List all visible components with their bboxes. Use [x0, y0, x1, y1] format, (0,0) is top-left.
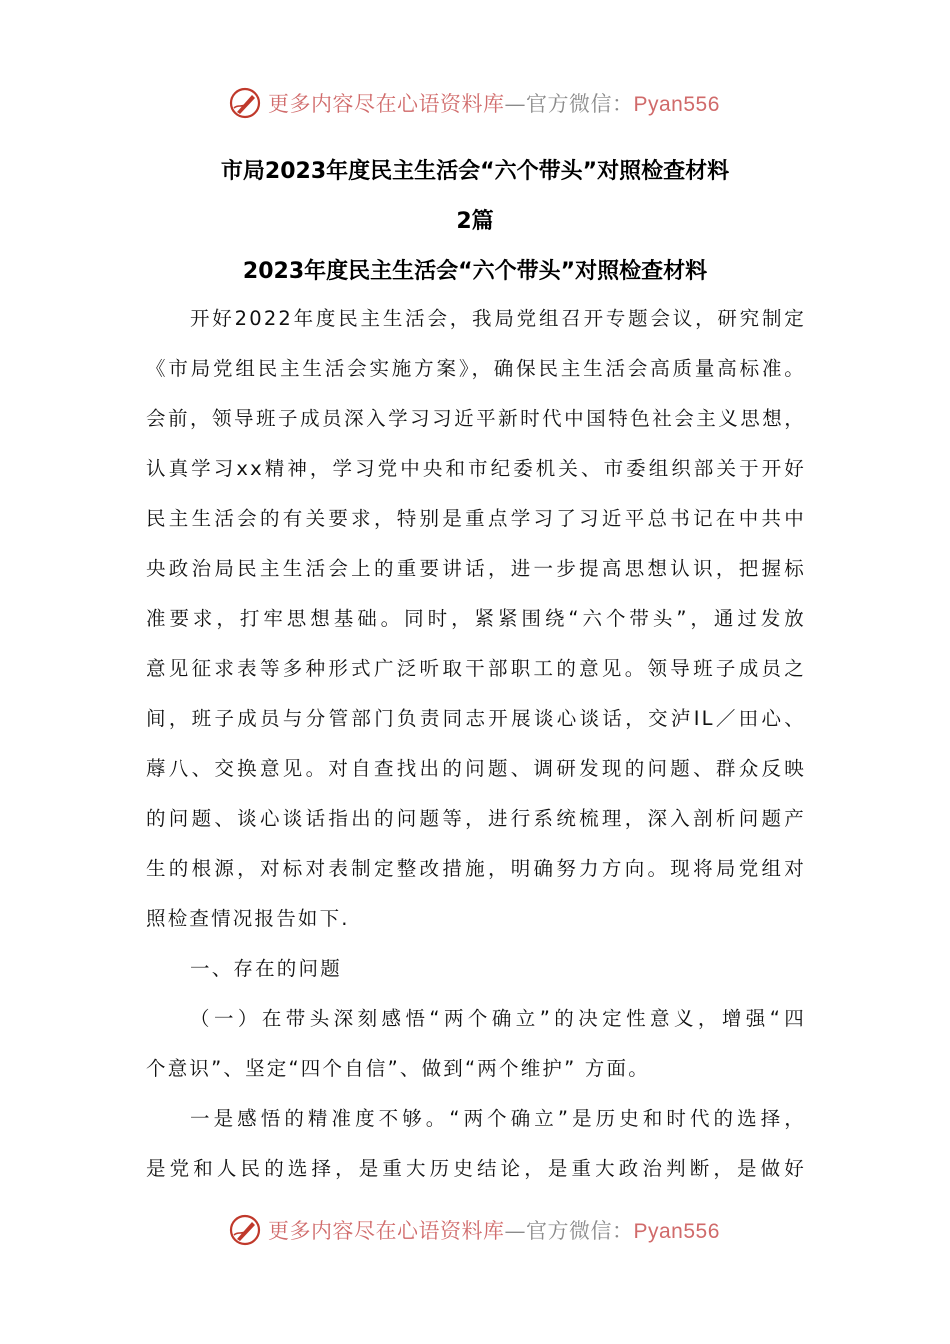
watermark-dash: —	[504, 1219, 526, 1243]
watermark-wechat-id: Pyan556	[633, 1220, 720, 1243]
pen-logo-icon	[228, 86, 262, 120]
body-line: 间，班子成员与分管部门负责同志开展谈心谈话，交泸IL／田心、	[146, 707, 806, 730]
document-title-line1: 市局2023年度民主生活会“六个带头”对照检查材料	[220, 159, 730, 184]
body-line: 是党和人民的选择，是重大历史结论，是重大政治判断，是做好	[146, 1157, 806, 1180]
body-line: 的问题、谈心谈话指出的问题等，进行系统梳理，深入剖析问题产	[146, 807, 806, 830]
watermark-banner-top	[228, 83, 748, 123]
body-line: 准要求，打牢思想基础。同时，紧紧围绕“六个带头”，通过发放	[146, 607, 806, 630]
body-line: 《市局党组民主生活会实施方案》，确保民主生活会高质量高标准。	[146, 357, 806, 380]
body-line: 蓐八、交换意见。对自查找出的问题、调研发现的问题、群众反映	[146, 757, 806, 780]
watermark-official: 官方微信：	[526, 92, 634, 116]
body-line: 央政治局民主生活会上的重要讲话，进一步提高思想认识，把握标	[146, 557, 806, 580]
watermark-text	[268, 88, 720, 118]
body-line: 认真学习xx精神，学习党中央和市纪委机关、市委组织部关于开好	[146, 457, 806, 480]
body-line: 民主生活会的有关要求，特别是重点学习了习近平总书记在中共中	[146, 507, 806, 530]
pen-logo-icon	[228, 1213, 262, 1247]
body-line: 会前，领导班子成员深入学习习近平新时代中国特色社会主义思想，	[146, 407, 806, 430]
document-title-line2: 2篇	[456, 209, 494, 234]
watermark-dash: —	[504, 92, 526, 116]
body-line: 生的根源，对标对表制定整改措施，明确努力方向。现将局党组对	[146, 857, 806, 880]
body-line: 个意识”、坚定“四个自信”、做到“两个维护” 方面。	[146, 1057, 650, 1080]
body-line: 开好2022年度民主生活会，我局党组召开专题会议，研究制定	[190, 307, 806, 330]
body-line: 照检查情况报告如下.	[146, 907, 350, 930]
body-line: （一）在带头深刻感悟“两个确立”的决定性意义，增强“四	[190, 1007, 806, 1030]
document-subtitle: 2023年度民主生活会“六个带头”对照检查材料	[242, 259, 708, 284]
watermark-brand: 更多内容尽在心语资料库	[268, 1219, 505, 1243]
section-heading: 一、存在的问题	[190, 957, 342, 980]
watermark-wechat-id: Pyan556	[633, 93, 720, 116]
watermark-official: 官方微信：	[526, 1219, 634, 1243]
body-line: 一是感悟的精准度不够。“两个确立”是历史和时代的选择，	[190, 1107, 806, 1130]
watermark-text	[268, 1215, 720, 1245]
watermark-brand: 更多内容尽在心语资料库	[268, 92, 505, 116]
watermark-banner-bottom	[228, 1210, 748, 1250]
body-line: 意见征求表等多种形式广泛听取干部职工的意见。领导班子成员之	[146, 657, 806, 680]
